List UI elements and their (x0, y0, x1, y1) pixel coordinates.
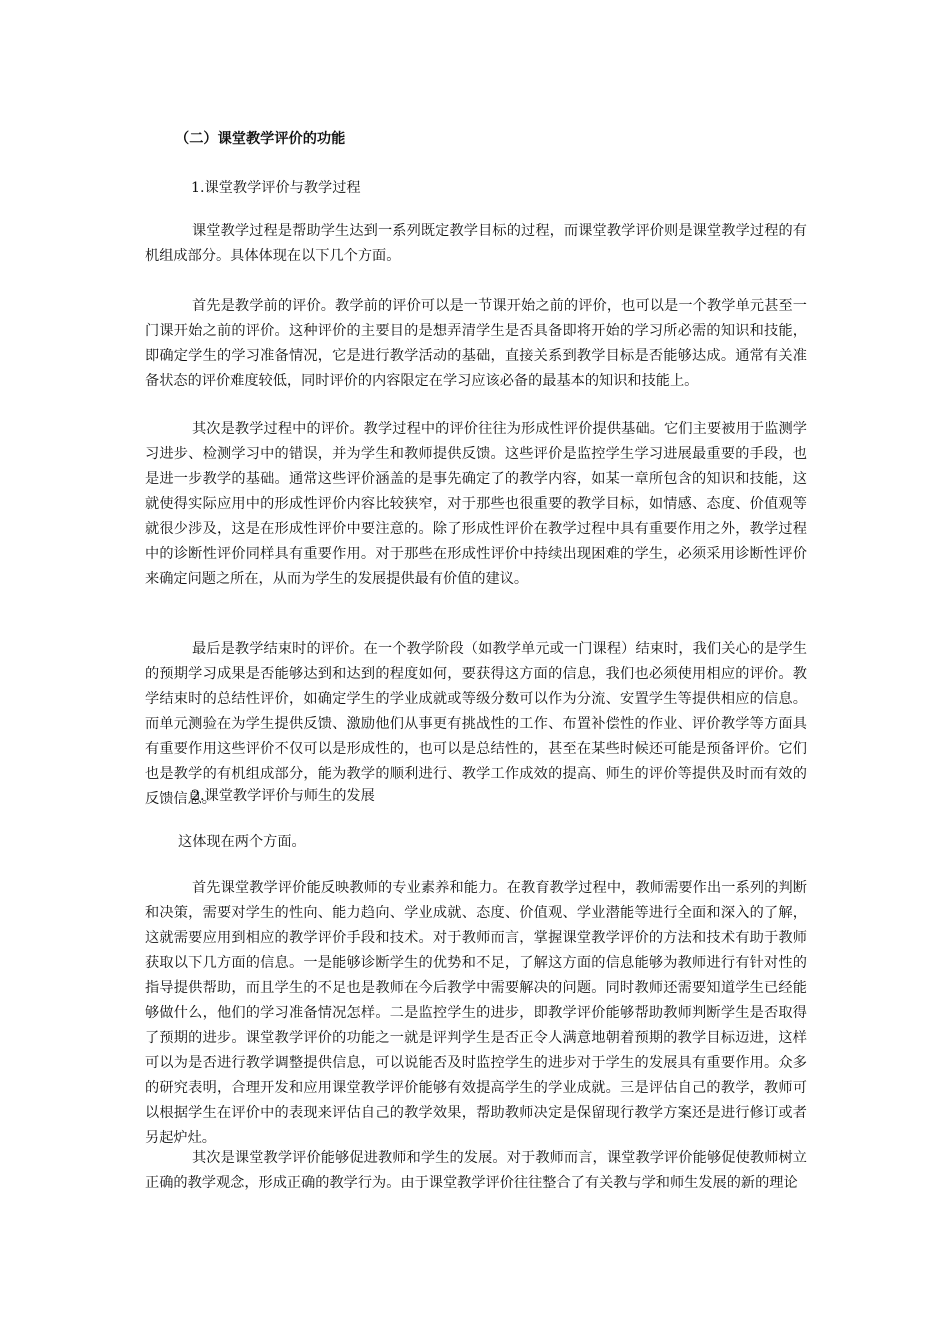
section-heading: （二）课堂教学评价的功能 (175, 131, 346, 147)
intro-line: 这体现在两个方面。 (178, 834, 306, 850)
paragraph-promote-development: 其次是课堂教学评价能够促进教师和学生的发展。对于教师而言，课堂教学评价能够促使教师树立正确的教学观念，形成正确的教学行为。由于课堂教学评价往往整合了有关教与学和师生发展的新的理论 (145, 1150, 807, 1191)
paragraph-teacher-ability: 首先课堂教学评价能反映教师的专业素养和能力。在教育教学过程中，教师需要作出一系列的判断和决策，需要对学生的性向、能力趋向、学业成就、态度、价值观、学业潜能等进行全面和深入的了解，这就需要应用到相应的教学评价手段和技术。对于教师而言，掌握课堂教学评价的方法和技术有助于教师获取以下几方面的信息。一是能够诊断学生的优势和不足，了解这方面的信息能够为教师进行有针对性的指导提供帮助，而且学生的不足也是教师在今后教学中需要解决的问题。同时教师还需要知道学生已经能够做什么，他们的学习准备情况怎样。二是监控学生的进步，即教学评价能够帮助教师判断学生是否取得了预期的进步。课堂教学评价的功能之一就是评判学生是否正令人满意地朝着预期的教学目标迈进，这样可以为是否进行教学调整提供信息，可以说能否及时监控学生的进步对于学生的发展具有重要作用。众多的研究表明，合理开发和应用课堂教学评价能够有效提高学生的学业成就。三是评估自己的教学，教师可以根据学生在评价中的表现来评估自己的教学效果，帮助教师决定是保留现行教学方案还是进行修订或者另起炉灶。 (145, 880, 807, 1146)
paragraph-before-teaching: 首先是教学前的评价。教学前的评价可以是一节课开始之前的评价，也可以是一个教学单元甚至一门课开始之前的评价。这种评价的主要目的是想弄清学生是否具备即将开始的学习所必需的知识和技能，即确定学生的学习准备情况，它是进行教学活动的基础，直接关系到教学目标是否能够达成。通常有关准备状态的评价难度较低，同时评价的内容限定在学习应该必备的最基本的知识和技能上。 (145, 298, 807, 389)
subheading-development: 2.课堂教学评价与师生的发展 (191, 788, 375, 804)
paragraph-after-teaching: 最后是教学结束时的评价。在一个教学阶段（如教学单元或一门课程）结束时，我们关心的是学生的预期学习成果是否能够达到和达到的程度如何，要获得这方面的信息，我们也必须使用相应的评价。教学结束时的总结性评价，如确定学生的学业成就或等级分数可以作为分流、安置学生等提供相应的信息。而单元测验在为学生提供反馈、激励他们从事更有挑战性的工作、布置补偿性的作业、评价教学等方面具有重要作用这些评价不仅可以是形成性的，也可以是总结性的，甚至在某些时候还可能是预备评价。它们也是教学的有机组成部分，能为教学的顺利进行、教学工作成效的提高、师生的评价等提供及时而有效的反馈信息。 (145, 641, 807, 807)
paragraph-intro: 课堂教学过程是帮助学生达到一系列既定教学目标的过程，而课堂教学评价则是课堂教学过程的有机组成部分。具体体现在以下几个方面。 (145, 223, 807, 264)
subheading-teaching-process: 1.课堂教学评价与教学过程 (191, 180, 361, 196)
paragraph-during-teaching: 其次是教学过程中的评价。教学过程中的评价往往为形成性评价提供基础。它们主要被用于监测学习进步、检测学习中的错误，并为学生和教师提供反馈。这些评价是监控学生学习进展最重要的手段，也是进一步教学的基础。通常这些评价涵盖的是事先确定了的教学内容，如某一章所包含的知识和技能，这就使得实际应用中的形成性评价内容比较狭窄，对于那些也很重要的教学目标，如情感、态度、价值观等就很少涉及，这是在形成性评价中要注意的。除了形成性评价在教学过程中具有重要作用之外，教学过程中的诊断性评价同样具有重要作用。对于那些在形成性评价中持续出现困难的学生，必须采用诊断性评价来确定问题之所在，从而为学生的发展提供最有价值的建议。 (145, 421, 807, 587)
